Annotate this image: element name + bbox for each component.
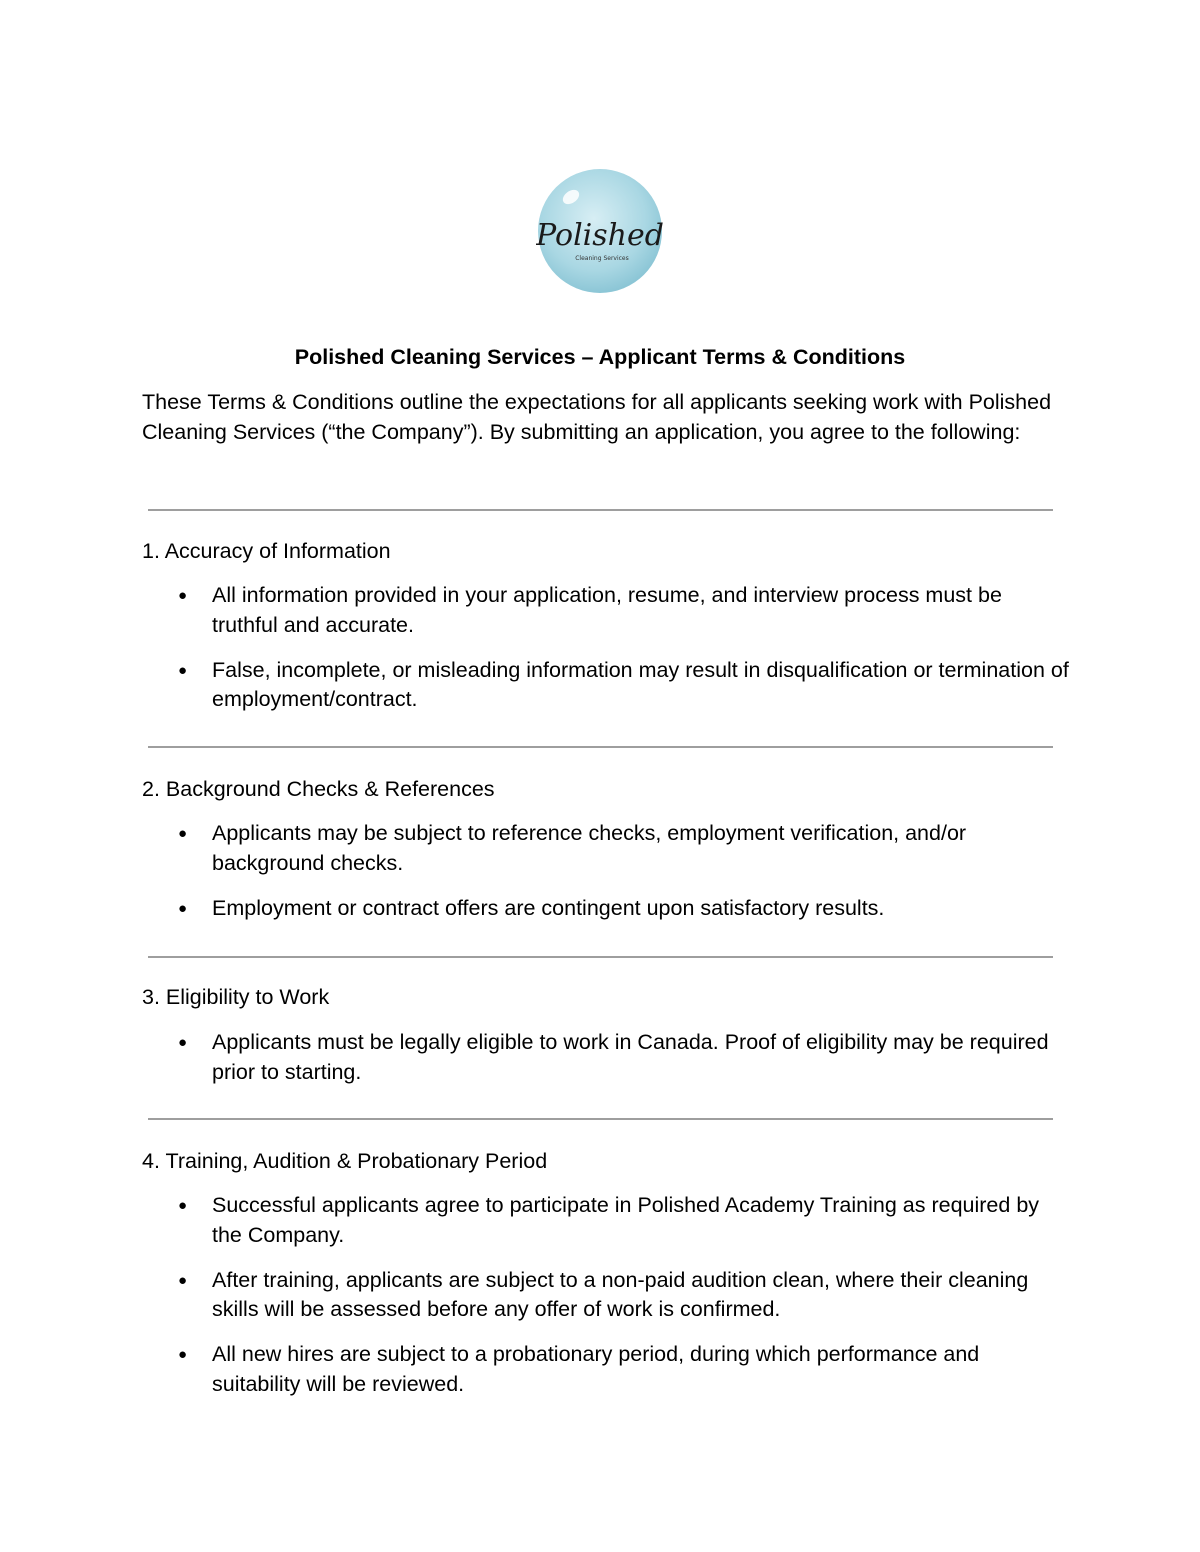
list-item: ● Successful applicants agree to participate in Polished Academy Training as required by the Company. <box>178 1193 1040 1247</box>
bullet-icon: ● <box>178 587 188 604</box>
section-bullets <box>142 819 1072 939</box>
section-bullets <box>142 1028 1072 1103</box>
bullet-icon: ● <box>178 825 188 842</box>
bullet-icon: ● <box>178 1346 188 1363</box>
divider <box>148 1118 1053 1120</box>
logo-wordmark: Polished <box>536 218 664 253</box>
section-heading: 2. Background Checks & References <box>142 777 495 801</box>
section-heading: 4. Training, Audition & Probationary Period <box>142 1149 548 1173</box>
list-item: ● False, incomplete, or misleading information may result in disqualification or termination of employment/contract. <box>178 657 1069 711</box>
list-item: ● After training, applicants are subject to a non-paid audition clean, where their cleaning skills will be assessed before any offer of work is confirmed. <box>178 1267 1029 1321</box>
list-item: ● Applicants may be subject to reference checks, employment verification, and/or background checks. <box>178 821 967 875</box>
section-bullets <box>142 1191 1072 1415</box>
section-heading: 3. Eligibility to Work <box>142 985 330 1009</box>
list-item: ● Applicants must be legally eligible to work in Canada. Proof of eligibility may be required prior to starting. <box>178 1030 1049 1084</box>
list-item: ● All information provided in your application, resume, and interview process must be truthful and accurate. <box>178 583 1002 637</box>
intro-paragraph: These Terms & Conditions outline the expectations for all applicants seeking work with Polished Cleaning Services (“the Company”). By submitting an application, you agree to the following: <box>142 390 1052 444</box>
section-heading: 1. Accuracy of Information <box>142 539 391 563</box>
divider <box>148 956 1053 958</box>
bullet-icon: ● <box>178 1197 188 1214</box>
company-logo <box>536 167 664 295</box>
logo-tagline: Cleaning Services <box>575 255 629 262</box>
divider <box>148 509 1053 511</box>
section-bullets <box>142 581 1072 730</box>
document-title: Polished Cleaning Services – Applicant Terms & Conditions <box>294 345 906 369</box>
list-item: ● Employment or contract offers are contingent upon satisfactory results. <box>142 894 1072 924</box>
divider <box>148 746 1053 748</box>
bullet-icon: ● <box>178 1034 188 1051</box>
list-item: ● All new hires are subject to a probationary period, during which performance and suitability will be reviewed. <box>178 1342 980 1396</box>
bullet-icon: ● <box>178 1271 188 1289</box>
bullet-icon: ● <box>178 661 188 679</box>
bullet-icon: ● <box>178 899 188 917</box>
bubble-logo-icon <box>536 167 664 295</box>
